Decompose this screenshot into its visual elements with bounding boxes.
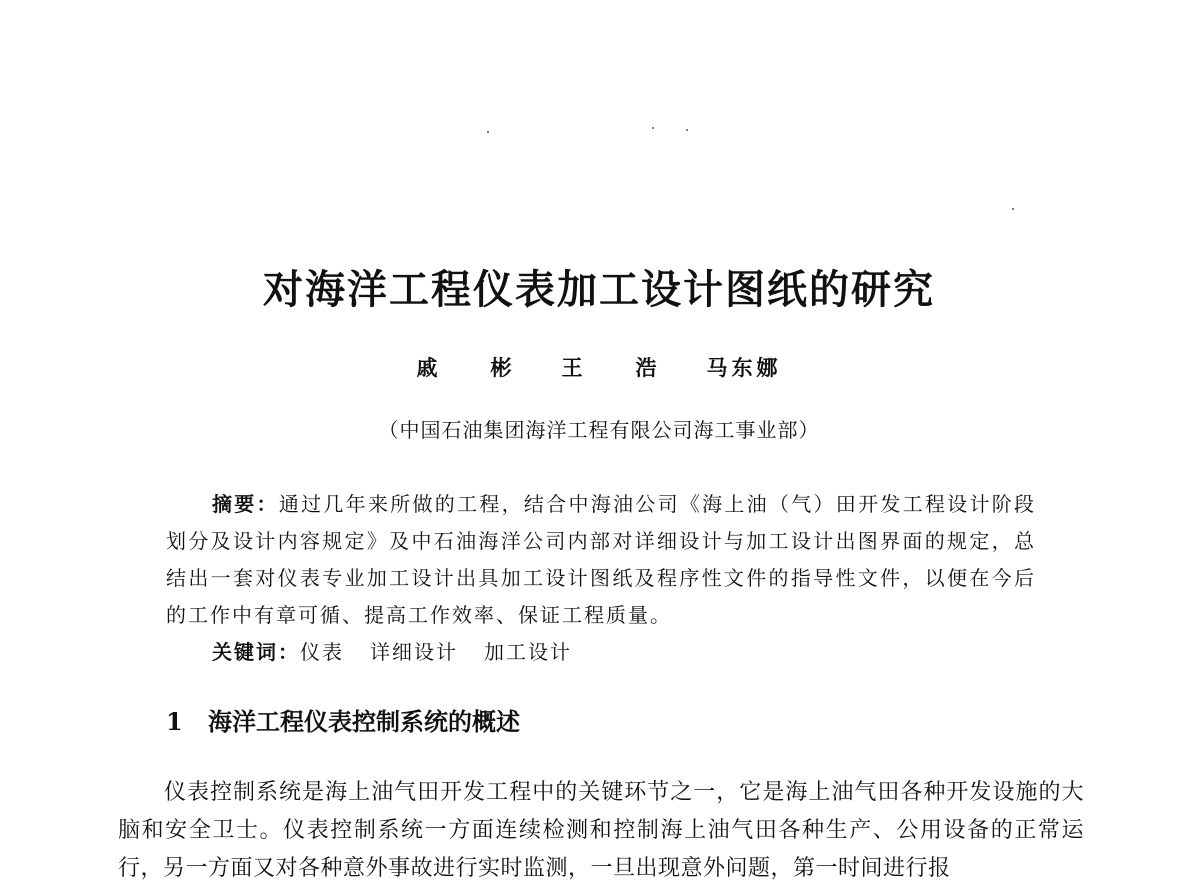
keywords-label: 关键词： bbox=[212, 640, 300, 664]
author-list bbox=[0, 352, 1198, 382]
section-title: 海洋工程仪表控制系统的概述 bbox=[208, 707, 520, 736]
scan-speck bbox=[1012, 208, 1014, 210]
scan-speck bbox=[487, 131, 489, 133]
paper-title: 对海洋工程仪表加工设计图纸的研究 bbox=[263, 267, 935, 313]
abstract-text: 通过几年来所做的工程，结合中海油公司《海上油（气）田开发工程设计阶段划分及设计内容规定》及中石油海洋公司内部对详细设计与加工设计出图界面的规定，总结出一套对仪表专业加工设计出具加工设计图纸及程序性文件的指导性文件，以便在今后的工作中有章可循、提高工作效率、保证工程质量。 bbox=[166, 492, 1037, 627]
body-text-block bbox=[118, 774, 1084, 888]
author-name: 马东娜 bbox=[706, 355, 782, 380]
section-number: 1 bbox=[166, 707, 183, 736]
keyword: 详细设计 bbox=[370, 640, 458, 664]
scan-speck bbox=[686, 129, 688, 131]
author-name: 王 浩 bbox=[561, 355, 673, 380]
scan-speck bbox=[652, 127, 654, 129]
keyword: 加工设计 bbox=[484, 640, 572, 664]
keyword: 仪表 bbox=[300, 640, 344, 664]
section-heading bbox=[166, 702, 520, 737]
abstract-label: 摘要： bbox=[212, 492, 279, 516]
body-paragraph: 仪表控制系统是海上油气田开发工程中的关键环节之一，它是海上油气田各种开发设施的大脑和安全卫士。仪表控制系统一方面连续检测和控制海上油气田各种生产、公用设备的正常运行，另一方面又对各种意外事故进行实时监测，一旦出现意外问题，第一时间进行报 bbox=[118, 780, 1084, 881]
abstract-block bbox=[166, 486, 1036, 671]
keywords-line bbox=[166, 634, 1036, 671]
abstract-paragraph bbox=[166, 486, 1036, 634]
author-affiliation: （中国石油集团海洋工程有限公司海工事业部） bbox=[378, 418, 820, 442]
author-name: 戚 彬 bbox=[416, 355, 528, 380]
